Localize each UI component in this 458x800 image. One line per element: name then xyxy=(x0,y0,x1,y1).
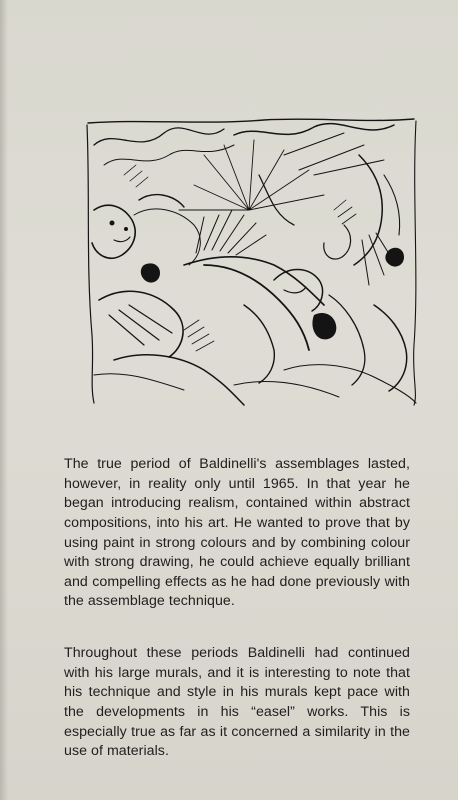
body-paragraph-1: The true period of Baldinelli's assemblages lasted, however, in reality only until 1965. In that year he began introducing realism, contained within abstract compositions, into his art. He wanted to prove that by using paint in strong colours and by combining colour with strong drawing, he could achieve equally brilliant and compelling effects as he had done previously with the assemblage technique. xyxy=(64,456,410,610)
page-gutter-shadow xyxy=(0,0,8,800)
body-paragraph-2: Throughout these periods Baldinelli had continued with his large murals, and it is interesting to note that his technique and style in his murals kept pace with the developments in his “easel” works. This is especially true as far as it concerned a similarity in the use of materials. xyxy=(64,645,410,760)
ink-drawing-illustration xyxy=(84,115,421,407)
